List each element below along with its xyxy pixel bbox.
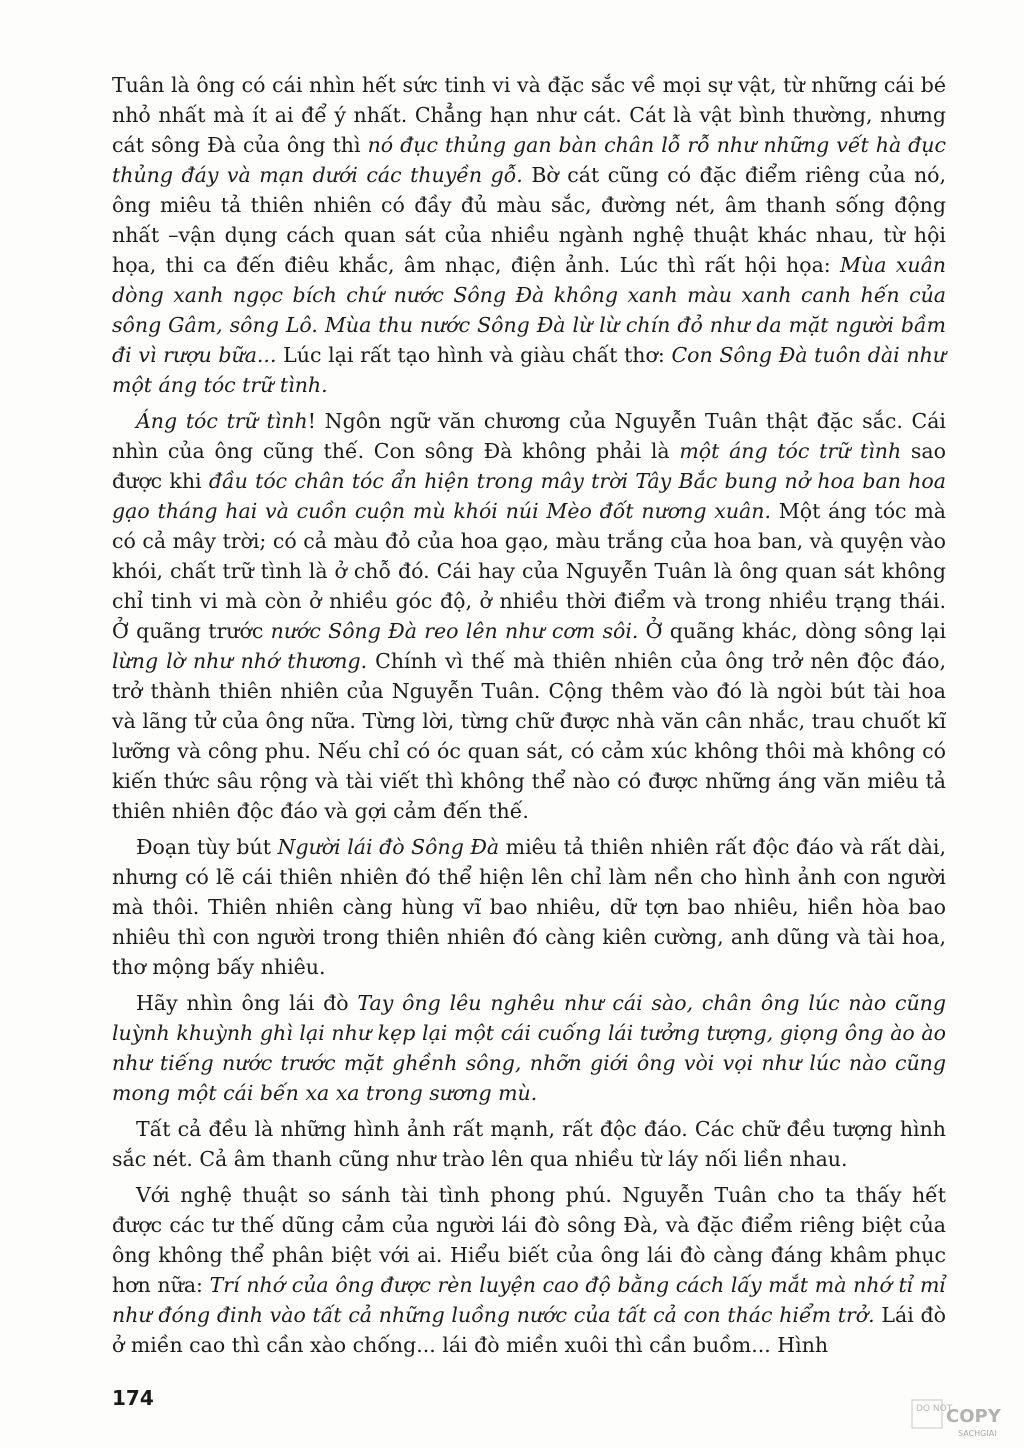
text-run: Lúc lại rất tạo hình và giàu chất thơ: [276,343,672,367]
paragraph [112,70,946,400]
page-number: 174 [112,1386,154,1410]
text-run: Bờ cát cũng có đặc điểm riêng của nó, ông miêu tả thiên nhiên có đầy đủ màu sắc, đường nét, âm thanh sống động nhất –vận dụng cách quan sát của nhiều ngành nghệ thuật khác nhau, từ hội họa, thi ca đến điêu khắc, âm nhạc, điện ảnh. Lúc thì rất hội họa: [112,163,947,277]
text-run: Lái đò ở miền cao thì cần xào chống... lái đò miền xuôi thì cần buồm... Hình [112,1303,946,1357]
watermark-line2: COPY [946,1406,1001,1427]
paragraph [112,988,946,1108]
text-run: sao được khi [112,439,946,493]
text-run: Tuân là ông có cái nhìn hết sức tinh vi và đặc sắc về mọi sự vật, từ những cái bé nhỏ nhất mà ít ai để ý nhất. Chẳng hạn như cát. Cát là vật bình thường, nhưng cát sông Đà của ông thì [112,73,946,157]
italic-quote: nó đục thủng gan bàn chân lỗ rỗ như những vết hà đục thủng đáy và mạn dưới các thuyền gỗ. [112,133,946,187]
italic-quote: Con Sông Đà tuôn dài như một áng tóc trữ tình. [112,343,946,397]
italic-quote: đầu tóc chân tóc ẩn hiện trong mây trời Tây Bắc bung nở hoa ban hoa gạo tháng hai và cuồn cuộn mù khói núi Mèo đốt nương xuân. [112,469,946,523]
text-run: Hãy nhìn ông lái đò [136,991,358,1015]
text-run: Với nghệ thuật so sánh tài tình phong phú. Nguyễn Tuân cho ta thấy hết được các tư thế dũng cảm của người lái đò sông Đà, và đặc điểm riêng biệt của ông không thể phân biệt với ai. Hiểu biết của ông lái đò càng đáng khâm phục hơn nữa: [112,1183,946,1297]
text-run: ! Ngôn ngữ văn chương của Nguyễn Tuân thật đặc sắc. Cái nhìn của ông cũng thế. Con sông Đà không phải là [112,409,946,463]
italic-quote: Người lái đò Sông Đà [277,835,500,859]
text-run: Chính vì thế mà thiên nhiên của ông trở nên độc đáo, trở thành thiên nhiên của Nguyễn Tuân. Cộng thêm vào đó là ngòi bút tài hoa và lãng tử của ông nữa. Từng lời, từng chữ được nhà văn cân nhắc, trau chuốt kĩ lưỡng và công phu. Nếu chỉ có óc quan sát, có cảm xúc không thôi mà không có kiến thức sâu rộng và tài viết thì không thể nào có được những áng văn miêu tả thiên nhiên độc đáo và gợi cảm đến thế. [112,649,947,823]
paragraph [112,1114,946,1174]
italic-quote: Tay ông lêu nghêu như cái sào, chân ông lúc nào cũng luỳnh khuỳnh ghì lại như kẹp lại một cái cuống lái tưởng tượng, giọng ông ào ào như tiếng nước trước mặt ghềnh sông, nhỡn giới ông vòi vọi như lúc nào cũng mong một cái bến xa xa trong sương mù. [112,991,947,1105]
text-run: Đoạn tùy bút [136,835,278,859]
text-run: Một áng tóc mà có cả mây trời; có cả màu đỏ của hoa gạo, màu trắng của hoa ban, và quyện vào khói, chất trữ tình là ở chỗ đó. Cái hay của Nguyễn Tuân là ông quan sát không chỉ tinh vi mà còn ở nhiều góc độ, ở nhiều thời điểm và trong nhiều trạng thái. Ở quãng trước [112,499,946,643]
text-run: Ở quãng khác, dòng sông lại [638,619,947,643]
text-run: miêu tả thiên nhiên rất độc đáo và rất dài, nhưng có lẽ cái thiên nhiên đó thể hiện lên chỉ làm nền cho hình ảnh con người mà thôi. Thiên nhiên càng hùng vĩ bao nhiêu, dữ tợn bao nhiêu, hiền hòa bao nhiêu thì con người trong thiên nhiên đó càng kiên cường, anh dũng và tài hoa, thơ mộng bấy nhiêu. [112,835,947,979]
italic-quote: lừng lờ như nhớ thương. [112,649,368,673]
paragraph [112,832,946,982]
italic-quote: Trí nhớ của ông được rèn luyện cao độ bằng cách lấy mắt mà nhớ tỉ mỉ như đóng đinh vào tất cả những luồng nước của tất cả con thác hiểm trở. [112,1273,946,1327]
paragraph [112,1180,946,1360]
watermark-line3: SACHGIAI [958,1429,997,1438]
italic-quote: Mùa xuân dòng xanh ngọc bích chứ nước Sông Đà không xanh màu xanh canh hến của sông Gâm, sông Lô. Mùa thu nước Sông Đà lừ lừ chín đỏ như da mặt người bầm đi vì rượu bữa... [112,253,946,367]
watermark-line1: DO NOT [916,1404,953,1414]
text-run: Tất cả đều là những hình ảnh rất mạnh, rất độc đáo. Các chữ đều tượng hình sắc nét. Cả âm thanh cũng như trào lên qua nhiều từ láy nối liền nhau. [112,1117,946,1171]
italic-quote: một áng tóc trữ tình [679,439,902,463]
watermark-logo [910,1396,1014,1440]
paragraph [112,406,946,826]
body-text [112,70,946,1366]
italic-quote: Áng tóc trữ tình [136,409,308,433]
italic-quote: nước Sông Đà reo lên như cơm sôi. [270,619,639,643]
